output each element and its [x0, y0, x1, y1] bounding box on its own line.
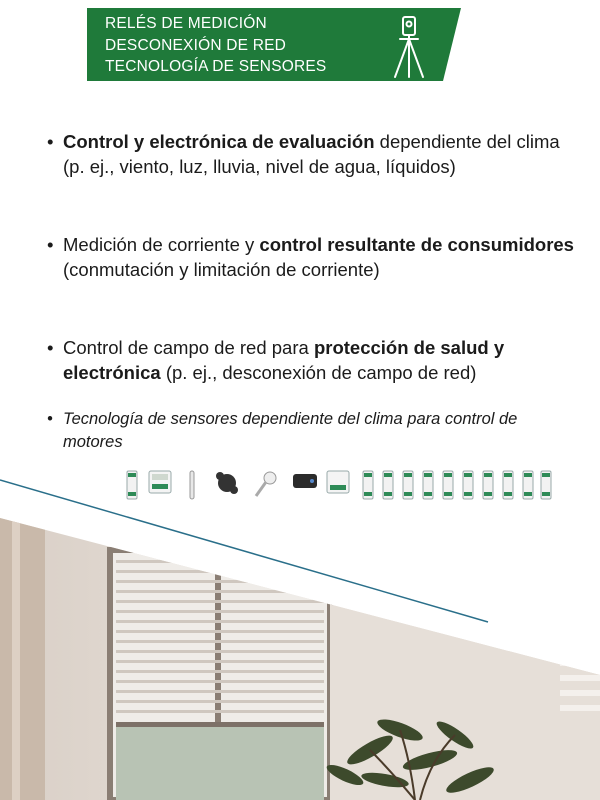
bullet-dot: • [47, 337, 54, 358]
bullet-item-current-measurement [47, 233, 577, 282]
bullet-bold: control resultante de consumidores [259, 234, 574, 255]
bullet-regular: Control de campo de red para [63, 337, 314, 358]
bullet-regular: (p. ej., desconexión de campo de red) [160, 361, 477, 383]
bullet-text [63, 336, 577, 385]
banner-line-2: DESCONEXIÓN DE RED [105, 36, 287, 54]
din-rail-module-icon [442, 470, 454, 500]
bullet-text [63, 130, 577, 179]
din-rail-module-icon [540, 470, 552, 500]
surveying-tripod-icon [389, 11, 429, 81]
wall-module-icon [148, 470, 172, 496]
rain-sensor-icon [252, 470, 278, 500]
bullet-regular: dependiente del clima (p. ej., viento, luz, lluvia, nivel de agua, líquidos) [63, 131, 560, 177]
bullet-regular: (conmutación y limitación de corriente) [63, 258, 380, 280]
bullet-item-climate-control [47, 130, 577, 179]
bullet-item-sensor-technology [47, 408, 577, 454]
din-rail-module-icon [126, 470, 138, 500]
din-rail-module-icon [422, 470, 434, 500]
relay-module-icon [326, 470, 350, 496]
din-rail-module-icon [382, 470, 394, 500]
bullet-bold: protección de salud y electrónica [63, 337, 505, 383]
bullet-regular: Medición de corriente y [63, 234, 260, 255]
din-rail-module-icon [462, 470, 474, 500]
din-rail-module-icon [482, 470, 494, 500]
control-box-icon [292, 470, 318, 492]
bullet-dot: • [47, 410, 53, 428]
din-rail-module-icon [402, 470, 414, 500]
bullet-item-field-control [47, 336, 577, 385]
window-with-blinds-and-plant-photo [0, 460, 600, 800]
banner-line-1: RELÉS DE MEDICIÓN [105, 15, 267, 32]
banner-text [105, 13, 326, 78]
din-rail-module-icon [522, 470, 534, 500]
bullet-dot: • [47, 234, 54, 255]
motor-sensor-icon [215, 470, 239, 496]
bullet-bold: Control y electrónica de evaluación [63, 131, 375, 152]
product-strip [122, 470, 562, 504]
banner-line-3: TECNOLOGÍA DE SENSORES [105, 58, 327, 75]
din-rail-module-icon [362, 470, 374, 500]
bullet-text [63, 233, 577, 282]
wind-sensor-icon [188, 470, 196, 500]
bullet-text: Tecnología de sensores dependiente del clima para control de motores [63, 410, 518, 451]
bullet-dot: • [47, 131, 54, 152]
header-banner [87, 8, 461, 81]
din-rail-module-icon [502, 470, 514, 500]
